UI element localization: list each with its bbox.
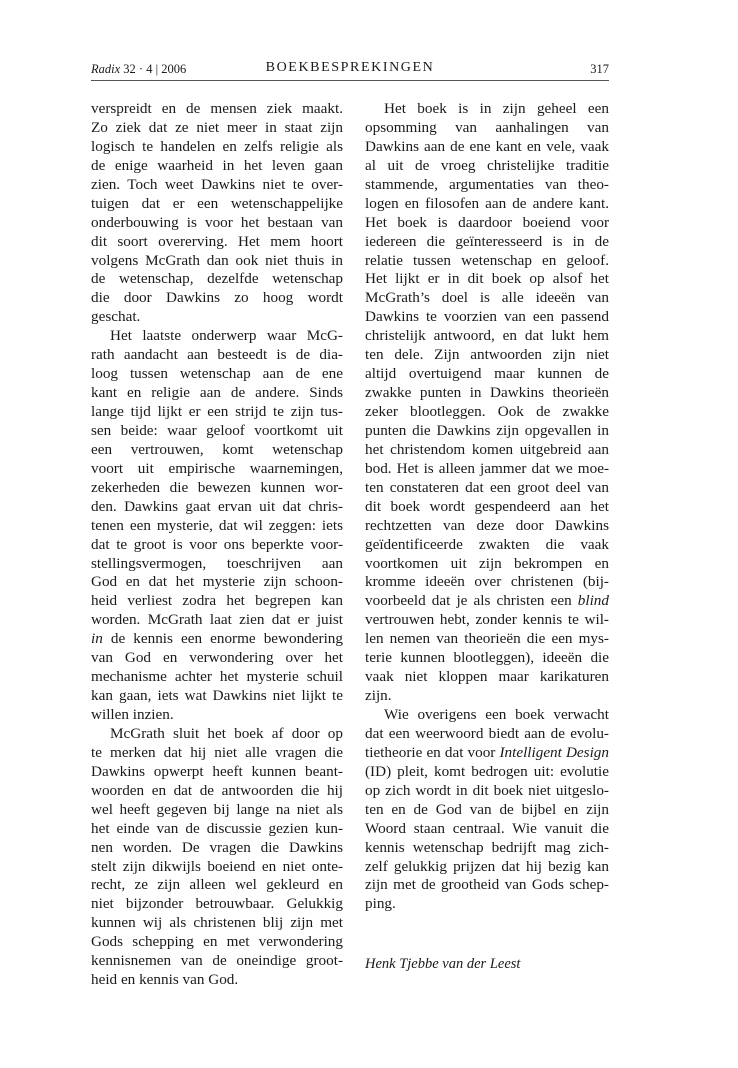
text-line: ping. [365, 895, 396, 913]
text-line: zijn met de grootheid van Gods schep- [365, 876, 609, 894]
text-line: ten dele. Zijn antwoorden zijn niet [365, 346, 609, 364]
journal-name: Radix [91, 62, 121, 76]
text-line: zeker blootleggen. Ook de zwakke [365, 403, 609, 420]
text-line: op zich wordt in dit boek niet uitgeslo- [365, 781, 609, 799]
text-line: opsomming van aanhalingen van [365, 118, 609, 136]
running-header [91, 60, 609, 81]
text-line: het einde van de discussie gezien kun- [91, 819, 343, 837]
text-line: iedereen die geïnteresseerd is in de [365, 232, 609, 250]
text-line: een vertrouwen, komt wetenschap [91, 440, 343, 458]
text-line: Dawkins aan de ene kant en vele, vaak [365, 137, 609, 155]
text-line: ten en de God van de bijbel en zijn [365, 800, 609, 818]
text-column-right [365, 100, 609, 914]
text-line: wel heeft gegeven bij lange na niet als [91, 800, 343, 818]
text-line: zekerheden die bewezen kunnen wor- [91, 478, 343, 496]
text-line: zwakke punten in Dawkins theorieën [365, 384, 609, 402]
text-line: lange tijd lijkt er een strijd te zijn tus- [91, 403, 343, 420]
text-line: loog tussen wetenschap aan de ene [91, 365, 343, 383]
text-line: McGrath’s doel is alle ideeën van [365, 289, 609, 307]
text-line: den. Dawkins gaat ervan uit dat chris- [91, 497, 343, 515]
text-line: vaak niet kloppen maar karikaturen [365, 668, 609, 686]
text-line: recht, ze zijn alleen wel gekleurd en [91, 876, 343, 894]
text-line: punten die Dawkins zijn opgevallen in [365, 421, 609, 439]
text-line: Woord staan centraal. Wie vanuit die [365, 819, 609, 837]
text-line: sen beide: waar geloof voortkomt uit [91, 421, 343, 439]
text-line: dit boek wordt gespendeerd aan het [365, 497, 609, 515]
emphasis: in [91, 630, 103, 648]
text-line: kennis wetenschap bedrijft mag zich- [365, 838, 609, 856]
text-line: mechanisme achter het mysterie schuil [91, 668, 343, 686]
text-line: bod. Het is alleen jammer dat we moe- [365, 459, 609, 477]
text-column-left [91, 100, 343, 990]
text-line: dat te groot is voor ons beperkte voor- [91, 535, 343, 553]
text-line: worden. McGrath laat zien dat er juist [91, 611, 343, 629]
text-line: te merken dat hij niet alle vragen die [91, 743, 343, 761]
text-line: tietheorie en dat voor Intelligent Design [365, 743, 609, 761]
paragraph [91, 725, 343, 990]
text-line: (ID) pleit, komt bedrogen uit: evolutie [365, 762, 609, 780]
text-line: woorden en dat de antwoorden die hij [91, 781, 343, 799]
text-line: kennisnemen van de oneindige groot- [91, 952, 343, 970]
paragraph [91, 327, 343, 725]
text-line: terie kunnen blootleggen), ideeën die [365, 649, 609, 667]
text-line: geschat. [91, 308, 141, 326]
text-line: geïdentificeerde zwakten die vaak [365, 535, 609, 553]
text-line: Gods schepping en met verwondering [91, 933, 343, 951]
text-line: zelf gelukkig prijzen dat hij bezig kan [365, 857, 609, 875]
author-signature: Henk Tjebbe van der Leest [365, 956, 521, 972]
text-line: altijd overtuigend maar kunnen de [365, 365, 609, 383]
paragraph [365, 100, 609, 706]
text-line: Zo ziek dat ze niet meer in staat zijn [91, 118, 343, 136]
text-line: God en dat het mysterie zijn schoon- [91, 573, 343, 591]
text-line: kant en religie aan de andere. Sinds [91, 384, 343, 402]
text-line: die door Dawkins zo hoog wordt [91, 289, 343, 307]
text-line: volgens McGrath dan ook niet thuis in [91, 251, 343, 269]
text-line: verspreidt en de mensen ziek maakt. [91, 100, 343, 117]
text-line: ten constateren dat een groot deel van [365, 478, 609, 496]
text-line: rechtzetten van deze door Dawkins [365, 516, 609, 534]
text-line: McGrath sluit het boek af door op [110, 724, 343, 742]
text-line: van God en verwondering over het [91, 649, 343, 667]
text-line: stelt zijn dikwijls boeiend en niet onte- [91, 857, 343, 875]
text-line: vertrouwen hebt, zonder kennis te wil- [365, 611, 609, 629]
section-title: BOEKBESPREKINGEN [265, 60, 435, 75]
text-line: len nemen van theorieën die een mys- [365, 630, 609, 648]
text-line: het christendom komen uitgebreid aan [365, 440, 609, 458]
issue-number: 32 · 4 | 2006 [120, 62, 187, 76]
text-line: logen en filosofen aan de andere kant. [365, 194, 609, 212]
text-line: al uit de vroeg christelijke traditie [365, 156, 609, 174]
text-line: de enige waarheid in het leven gaan [91, 156, 343, 174]
emphasis: blind [577, 592, 609, 610]
text-line: stammende, argumentaties van theo- [365, 175, 609, 193]
text-line: tuigen dat er een wetenschappelijke [91, 194, 343, 212]
text-line: de wetenschap, dezelfde wetenschap [91, 270, 343, 288]
text-line: Dawkins opwerpt heeft kunnen beant- [91, 762, 343, 780]
text-line: Het lijkt er in dit boek op alsof het [365, 270, 609, 288]
text-line: heid verliest zodra het begrepen kan [91, 592, 343, 610]
text-line: heid en kennis van God. [91, 971, 239, 989]
text-line: onderbouwing is voor het bestaan van [91, 213, 343, 231]
paragraph [365, 706, 609, 914]
text-line: nen worden. De vragen die Dawkins [91, 838, 343, 856]
text-line: tenen een mysterie, dat wil zeggen: iets [91, 516, 343, 534]
text-line: in de kennis een enorme bewondering [91, 630, 343, 648]
text-line: kunnen wij als christenen blij zijn met [91, 914, 343, 932]
text-line: niet bijzonder betrouwbaar. Gelukkig [91, 895, 343, 913]
text-line: Het laatste onderwerp waar McG- [110, 327, 343, 345]
text-line: voortkomen uit zijn bekrompen en [365, 554, 609, 572]
text-line: Wie overigens een boek verwacht [384, 706, 609, 723]
text-line: relatie tussen wetenschap en geloof. [365, 251, 609, 269]
text-line: zijn. [365, 687, 392, 705]
text-line: dit soort overerving. Het mem hoort [91, 232, 343, 250]
page-number: 317 [590, 62, 609, 76]
text-line: kromme ideeën over christenen (bij- [365, 573, 609, 591]
text-line: christelijk antwoord, en dat lukt hem [365, 327, 609, 345]
text-line: rath aandacht aan besteedt is de dia- [91, 346, 343, 364]
text-line: kan gaan, iets wat Dawkins niet lijkt te [91, 687, 343, 705]
text-line: willen inzien. [91, 706, 174, 723]
text-line: Dawkins te voorzien van een passend [365, 308, 609, 326]
paragraph [91, 100, 343, 327]
text-line: Het boek is daardoor boeiend voor [365, 213, 609, 231]
emphasis: Intelligent Design [499, 743, 609, 761]
text-line: Het boek is in zijn geheel een [384, 100, 609, 117]
text-line: zien. Toch weet Dawkins niet te over- [91, 175, 343, 193]
text-line: stellingsvermogen, toeschrijven aan [91, 554, 343, 572]
text-line: voorbeeld dat je als christen een blind [365, 592, 609, 610]
text-line: logisch te handelen en zelfs religie als [91, 137, 343, 155]
text-line: voort uit empirische waarnemingen, [91, 459, 343, 477]
text-line: dat een weerwoord biedt aan de evolu- [365, 724, 609, 742]
